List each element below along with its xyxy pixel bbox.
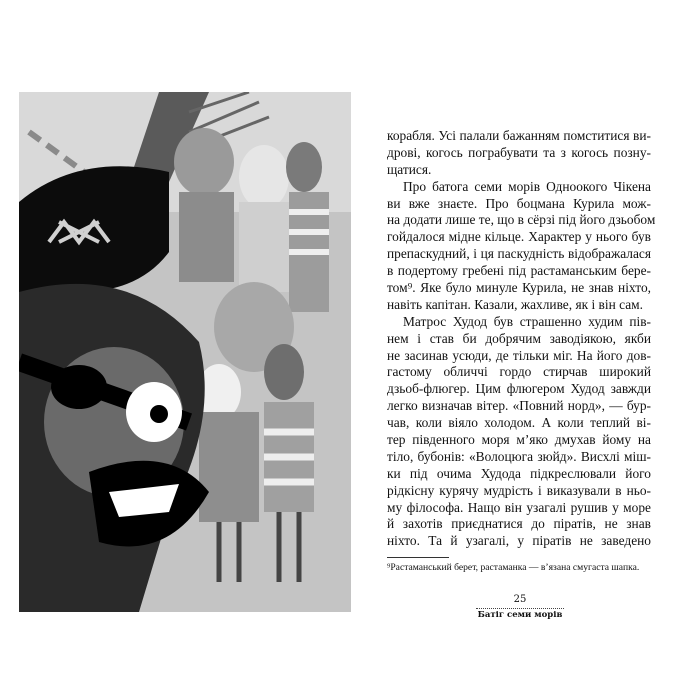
text-line: му філософа. Нащо він узагалі рушив у море <box>387 499 651 515</box>
footer-divider <box>476 608 564 609</box>
text-line: нем і став би добрячим заводіякою, якби <box>387 330 651 346</box>
text-line: на додати лише те, що в сёрзі під його дзьобом <box>387 212 656 228</box>
pirate-roosters-image <box>19 92 351 612</box>
text-line: препаскудний, і ця паскудність відображалася <box>387 246 651 262</box>
text-line: гойдалося мідне кільце. Характер у нього був <box>387 229 651 245</box>
text-line: навіть капітан. Казали, жахливе, як і він сам. <box>387 296 643 312</box>
text-line: тіло, бубонів: «Волоцюга зюйд». Висхлі міш- <box>387 448 651 464</box>
text-line: дрові, когось пограбувати та з когось позну- <box>387 144 651 160</box>
text-line: Про батога семи морів Одноокого Чікена <box>403 178 651 194</box>
pirate-illustration <box>19 92 351 612</box>
text-line: й захотів приєднатися до піратів, не знав <box>387 516 651 532</box>
text-line: в подертому гребені під растаманським бере- <box>387 263 651 279</box>
page-number: 25 <box>513 594 527 605</box>
text-line: гастому обличчі гордо стирчав широкий <box>387 364 651 380</box>
text-line: тер південного моря м’яко дмухав йому на <box>387 432 651 448</box>
running-footer: Батіг семи морів <box>477 610 563 620</box>
text-line: не засинав усюди, де тільки міг. На його дов- <box>387 347 651 363</box>
text-line: Матрос Худод був страшенно худим пів- <box>403 313 651 329</box>
text-line: легко визначав вітер. «Повний норд», — бур- <box>387 398 651 414</box>
text-line: том⁹. Яке було минуле Курила, не знав ніхто, <box>387 280 651 296</box>
body-text <box>387 128 656 550</box>
text-line: рідкісну курячу мудрість і виказували в ньо- <box>387 482 651 498</box>
footnote-divider <box>387 557 449 558</box>
text-line: ки під очима Худода підкреслювали його <box>387 465 651 481</box>
text-line: ви вже знаєте. Про боцмана Курила мож- <box>387 195 651 211</box>
text-line: чав, коли віяло холодом. А коли теплий ві- <box>387 415 651 431</box>
text-line: дзьоб-флюгер. Цим флюгером Худод завжди <box>387 381 651 397</box>
footnote: ⁹Растаманський берет, растаманка — в’язана смугаста шапка. <box>387 562 640 573</box>
text-line: ніхто. Та й узагалі, у піратів не заведено <box>387 533 651 549</box>
text-line: корабля. Усі палали бажанням помститися ви- <box>387 128 651 143</box>
text-line: щатися. <box>387 161 432 177</box>
